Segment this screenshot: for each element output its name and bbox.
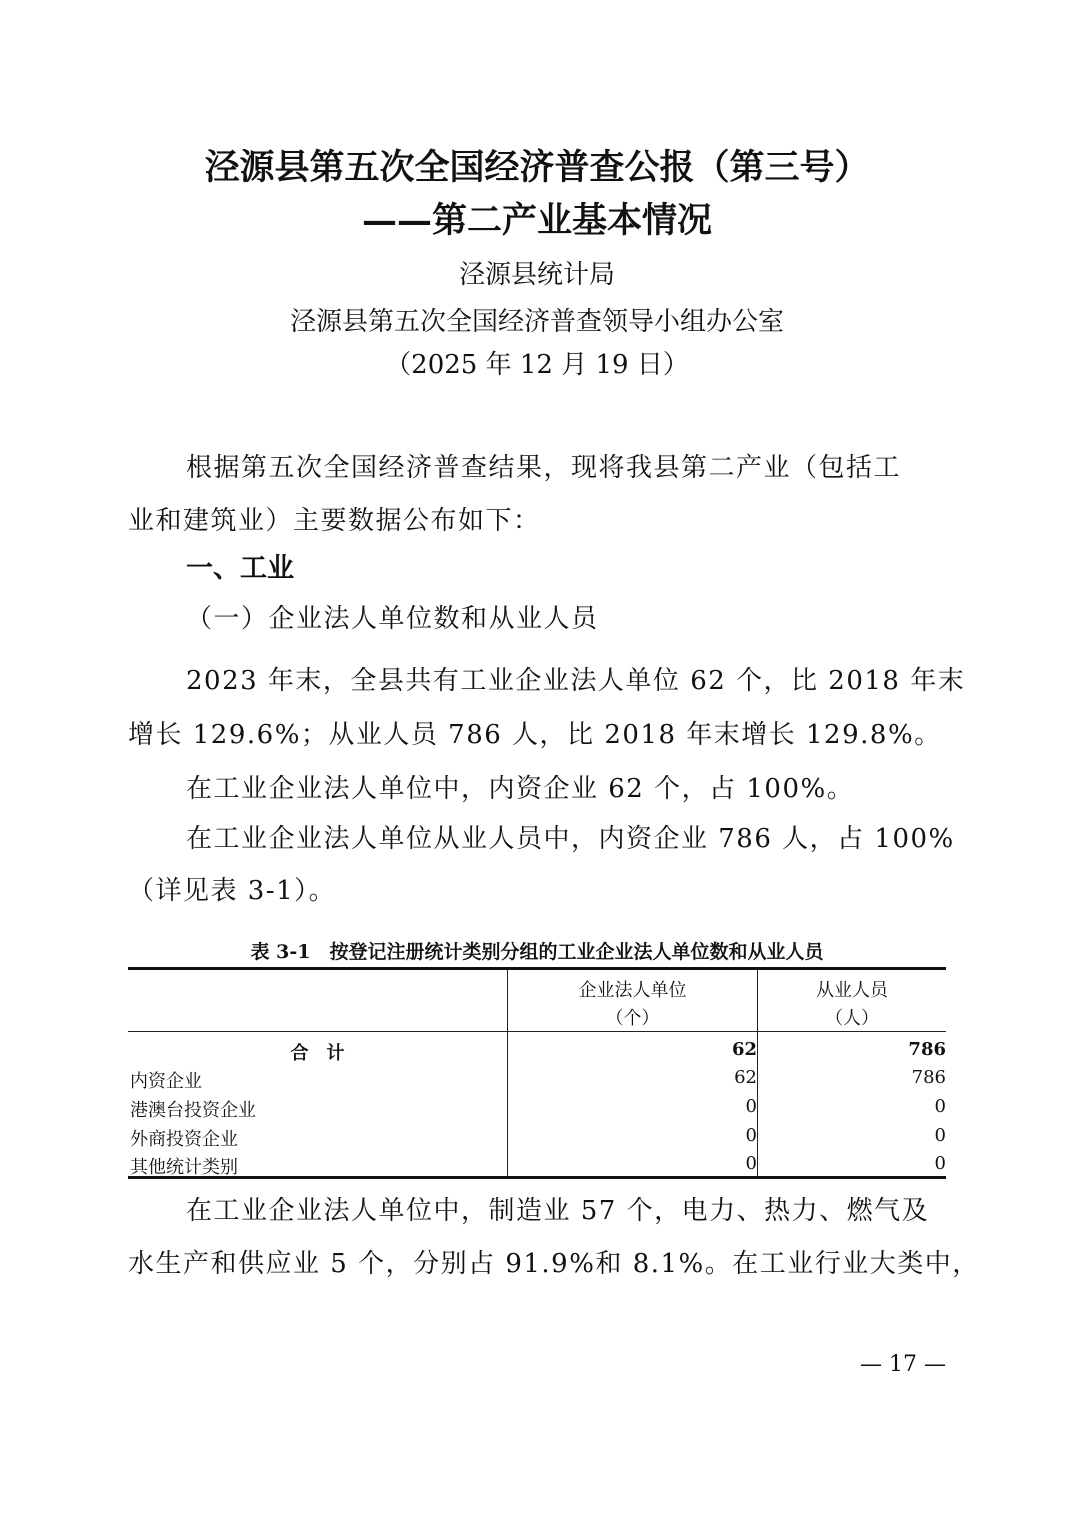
table-header-rule (128, 1031, 946, 1032)
publish-date: （2025 年 12 月 19 日） (385, 350, 689, 380)
row-label: 港澳台投资企业 (130, 1100, 256, 1121)
paragraph-3-line1: 在工业企业法人单位从业人员中，内资企业 786 人，占 100% (186, 824, 955, 854)
row-label: 其他统计类别 (130, 1157, 238, 1178)
cell-employees: 0 (934, 1096, 946, 1117)
intro-paragraph-line1: 根据第五次全国经济普查结果，现将我县第二产业（包括工 (186, 453, 902, 483)
row-label: 内资企业 (130, 1071, 202, 1092)
cell-units: 62 (734, 1067, 757, 1088)
table-caption: 表 3-1 按登记注册统计类别分组的工业企业法人单位数和从业人员 (250, 941, 824, 963)
cell-employees: 0 (934, 1125, 946, 1146)
column-unit-employees: （人） (825, 1008, 879, 1029)
cell-units: 0 (745, 1096, 757, 1117)
cell-units: 0 (745, 1153, 757, 1174)
row-label: 外商投资企业 (130, 1129, 238, 1150)
page-subtitle: ——第二产业基本情况 (361, 200, 712, 241)
paragraph-2: 在工业企业法人单位中，内资企业 62 个，占 100%。 (186, 774, 855, 804)
issuer-bureau: 泾源县统计局 (458, 260, 615, 290)
paragraph-3-line2: （详见表 3-1）。 (128, 876, 337, 906)
table-bottom-rule (128, 1176, 946, 1179)
cell-employees: 786 (908, 1039, 946, 1060)
page-number: — 17 — (860, 1352, 946, 1377)
column-header-employees: 从业人员 (816, 980, 888, 1001)
cell-units: 62 (731, 1039, 757, 1060)
issuer-office: 泾源县第五次全国经济普查领导小组办公室 (289, 307, 784, 337)
column-unit-units: （个） (605, 1008, 660, 1029)
cell-employees: 786 (911, 1067, 946, 1088)
subsection-heading: （一）企业法人单位数和从业人员 (186, 604, 599, 634)
cell-employees: 0 (934, 1153, 946, 1174)
paragraph-4-line1: 在工业企业法人单位中，制造业 57 个，电力、热力、燃气及 (186, 1196, 930, 1226)
intro-paragraph-line2: 业和建筑业）主要数据公布如下： (128, 506, 541, 536)
paragraph-1-line1: 2023 年末，全县共有工业企业法人单位 62 个，比 2018 年末 (186, 666, 966, 696)
table-top-rule (128, 967, 946, 970)
page-title: 泾源县第五次全国经济普查公报（第三号） (204, 147, 870, 188)
paragraph-1-line2: 增长 129.6%；从业人员 786 人，比 2018 年末增长 129.8%。 (128, 720, 942, 750)
column-header-units: 企业法人单位 (578, 980, 687, 1001)
section-heading: 一、工业 (186, 553, 294, 584)
cell-units: 0 (745, 1125, 757, 1146)
row-label: 合 计 (290, 1043, 345, 1064)
paragraph-4-line2: 水生产和供应业 5 个，分别占 91.9%和 8.1%。在工业行业大类中， (128, 1249, 980, 1279)
